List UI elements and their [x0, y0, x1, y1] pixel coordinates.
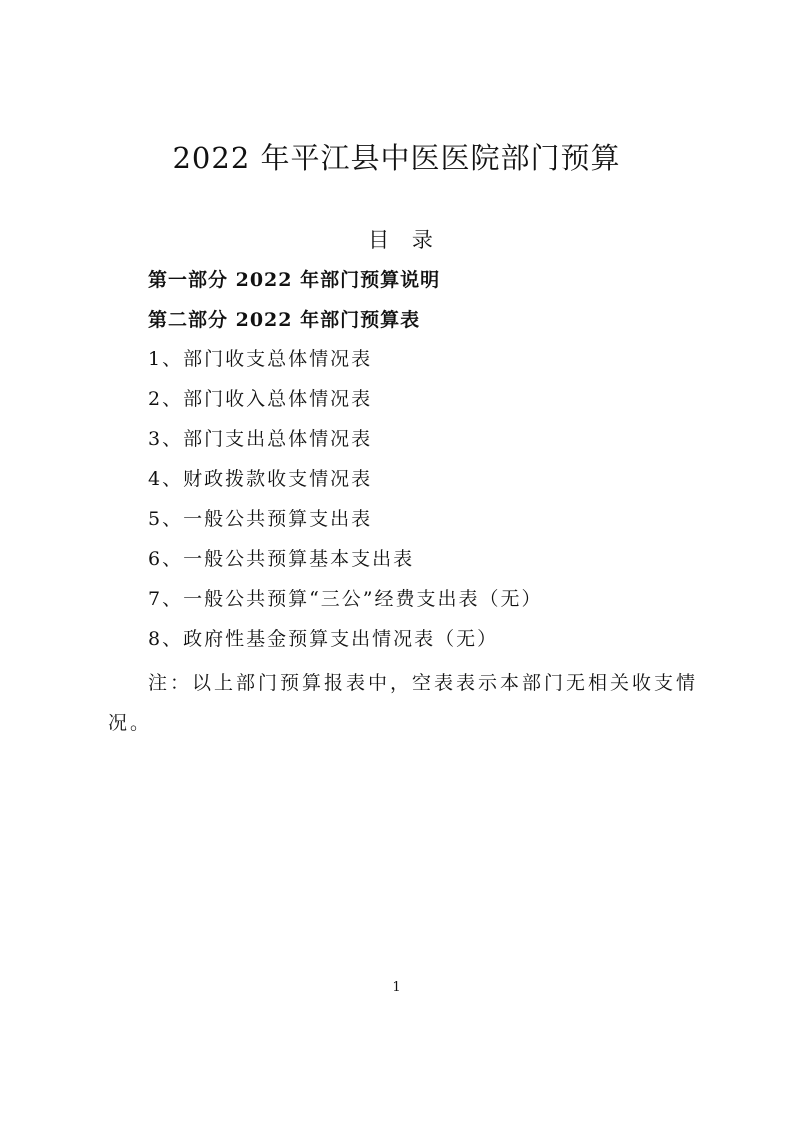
toc-item-5: 5、一般公共预算支出表 [148, 508, 373, 530]
note-paragraph: 注：以上部门预算报表中，空表表示本部门无相关收支情况。 [108, 672, 699, 734]
toc-item-7: 7、一般公共预算“三公”经费支出表（无） [148, 588, 543, 610]
toc-item-4: 4、财政拨款收支情况表 [148, 468, 373, 490]
toc-part-1: 第一部分 2022 年部门预算说明 [148, 269, 441, 291]
document-title: 2022 年平江县中医医院部门预算 [172, 141, 621, 175]
toc-item-1: 1、部门收支总体情况表 [148, 348, 373, 370]
toc-item-8: 8、政府性基金预算支出情况表（无） [148, 628, 499, 650]
toc-heading: 目 录 [368, 228, 441, 252]
toc-item-6: 6、一般公共预算基本支出表 [148, 548, 415, 570]
toc-item-3: 3、部门支出总体情况表 [148, 428, 373, 450]
toc-item-2: 2、部门收入总体情况表 [148, 388, 373, 410]
page-number: 1 [392, 980, 401, 995]
toc-part-2: 第二部分 2022 年部门预算表 [148, 309, 421, 331]
